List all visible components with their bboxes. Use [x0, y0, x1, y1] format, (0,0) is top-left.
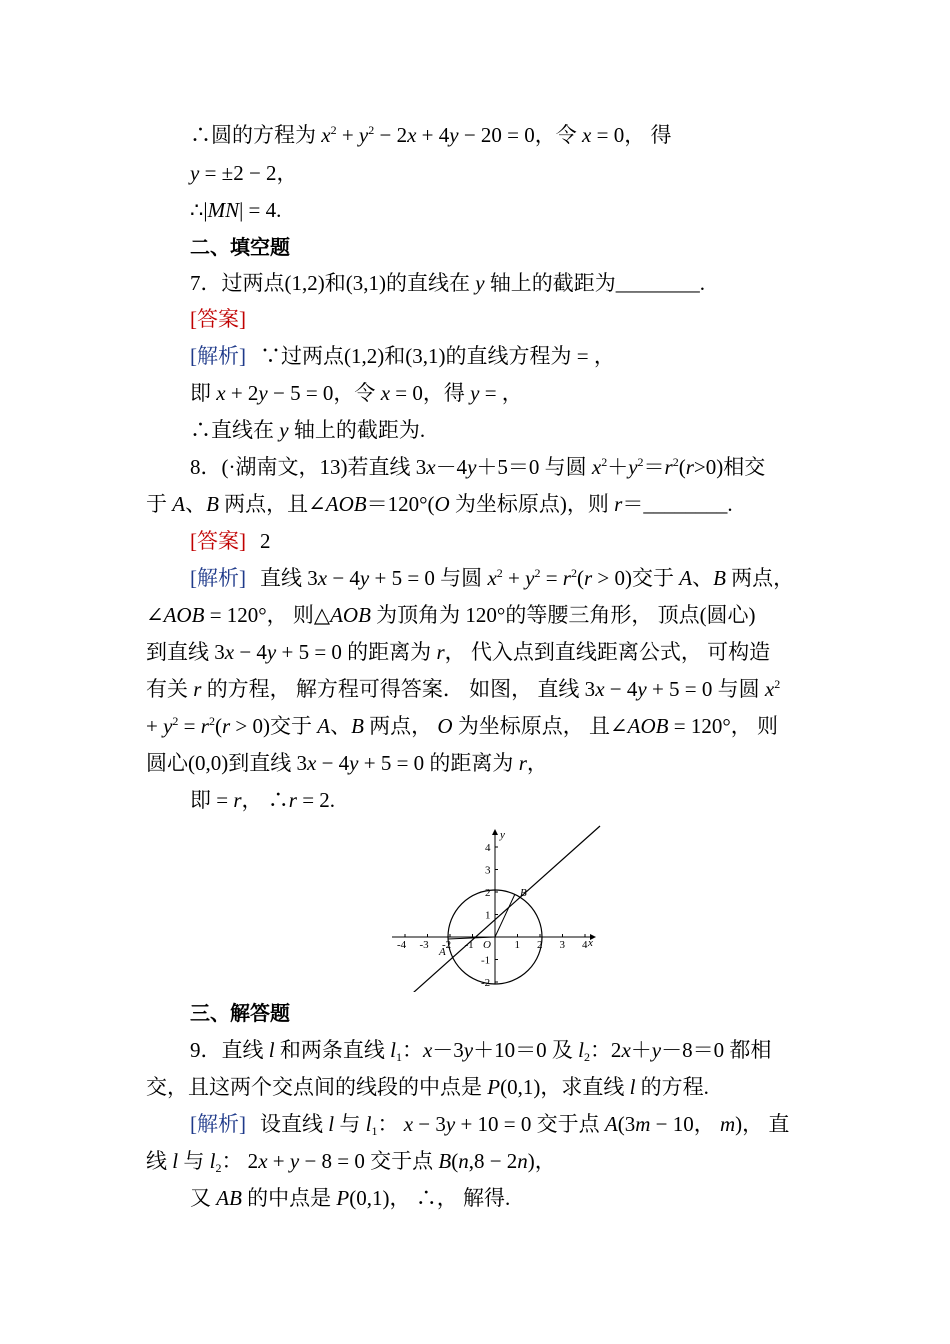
solution-8-line: 即 = r， ∴r = 2. — [190, 788, 336, 812]
x-tick-label: 4 — [582, 939, 588, 951]
line-3x-4y+5 — [395, 826, 600, 992]
point-b-label: B — [520, 887, 527, 899]
solution-8-line: 有关 r 的方程， 解方程可得答案． 如图， 直线 3x − 4y + 5 = 0 与圆 $x^2$ — [146, 677, 781, 701]
x-tick-label: 2 — [537, 939, 543, 951]
solution-8-line: 圆心(0,0)到直线 3x − 4y + 5 = 0 的距离为 r， — [146, 751, 548, 775]
question-7: 7．过两点(1,2)和(3,1)的直线在 y 轴上的截距为________. — [190, 271, 706, 295]
x-tick-label: -2 — [442, 939, 452, 951]
origin-label: O — [483, 939, 491, 951]
x-tick-label: -4 — [397, 939, 407, 951]
solution-8-line: + $y^2 = r^2(r > 0)$交于 A、B 两点， O 为坐标原点， 且∠AOB = 120°， 则 — [146, 714, 778, 738]
y-tick-label: 1 — [485, 909, 491, 922]
section-heading-fill-blank: 二、填空题 — [190, 235, 290, 259]
section-heading-answer: 三、解答题 — [190, 1001, 290, 1025]
y-tick-label: 3 — [485, 864, 491, 877]
solution-7-line: ∴直线在 y 轴上的截距为. — [190, 418, 426, 442]
solution-line: ∴|MN| = 4. — [190, 198, 282, 222]
solution-7-line: [解析] ∵过两点(1,2)和(3,1)的直线方程为 = ， — [190, 344, 615, 368]
y-tick-label: 4 — [485, 842, 491, 854]
x-tick-label: -1 — [464, 939, 474, 951]
solution-8-line: ∠AOB = 120°， 则△AOB 为顶角为 120°的等腰三角形， 顶点(圆心) — [146, 603, 756, 627]
solution-line: y = ±2 − 2， — [190, 161, 298, 185]
solution-8-line: 到直线 3x − 4y + 5 = 0 的距离为 r， 代入点到直线距离公式， 可构造 — [146, 640, 771, 664]
solution-7-line: 即 x + 2y − 5 = 0，令 x = 0，得 y = ， — [190, 381, 523, 405]
y-axis-label: y — [500, 829, 505, 841]
x-axis-label: x — [588, 937, 593, 949]
x-tick-label: 3 — [559, 939, 565, 951]
question-8: 8．(·湖南文，13)若直线 3x－4y＋5＝0 与圆 $x^2+y^2=r^2(r>0)$相交 — [190, 455, 766, 479]
answer-8: [答案] 2 — [190, 529, 271, 553]
segment-OB — [495, 894, 515, 937]
question-8: 于 A、B 两点，且∠AOB＝120°(O 为坐标原点)，则 r＝________. — [146, 492, 733, 516]
y-tick-label: -1 — [481, 954, 491, 967]
solution-line: ∴圆的方程为 $x^2 + y^2 - 2x + 4y - 20 = 0$，令 x = 0， 得 — [190, 123, 672, 147]
point-a-label: A — [439, 946, 446, 958]
question-9: 交，且这两个交点间的线段的中点是 P(0,1)，求直线 l 的方程. — [146, 1075, 709, 1099]
solution-9-line: 又 AB 的中点是 P(0,1)， ∴， 解得. — [190, 1186, 511, 1210]
circle-line-figure — [390, 822, 605, 992]
y-tick-label: -2 — [481, 977, 491, 989]
answer-tag: [答案] — [190, 307, 246, 331]
question-9: 9．直线 l 和两条直线 $l_1$：x－3y＋10＝0 及 $l_2$：2x＋y－8＝0 都相 — [190, 1038, 772, 1064]
solution-8-line: [解析] 直线 3x − 4y + 5 = 0 与圆 $x^2 + y^2 = r^2(r > 0)$交于 A、B 两点， — [190, 566, 795, 590]
x-tick-label: -3 — [419, 939, 429, 951]
x-tick-label: 1 — [514, 939, 520, 951]
y-tick-label: 2 — [485, 887, 491, 899]
solution-9-line: [解析] 设直线 l 与 $l_1$： x − 3y + 10 = 0 交于点 A(3m − 10， m)， 直 — [190, 1112, 790, 1138]
solution-9-line: 线 l 与 $l_2$： 2x + y − 8 = 0 交于点 B(n,8 − 2n)， — [146, 1149, 556, 1175]
